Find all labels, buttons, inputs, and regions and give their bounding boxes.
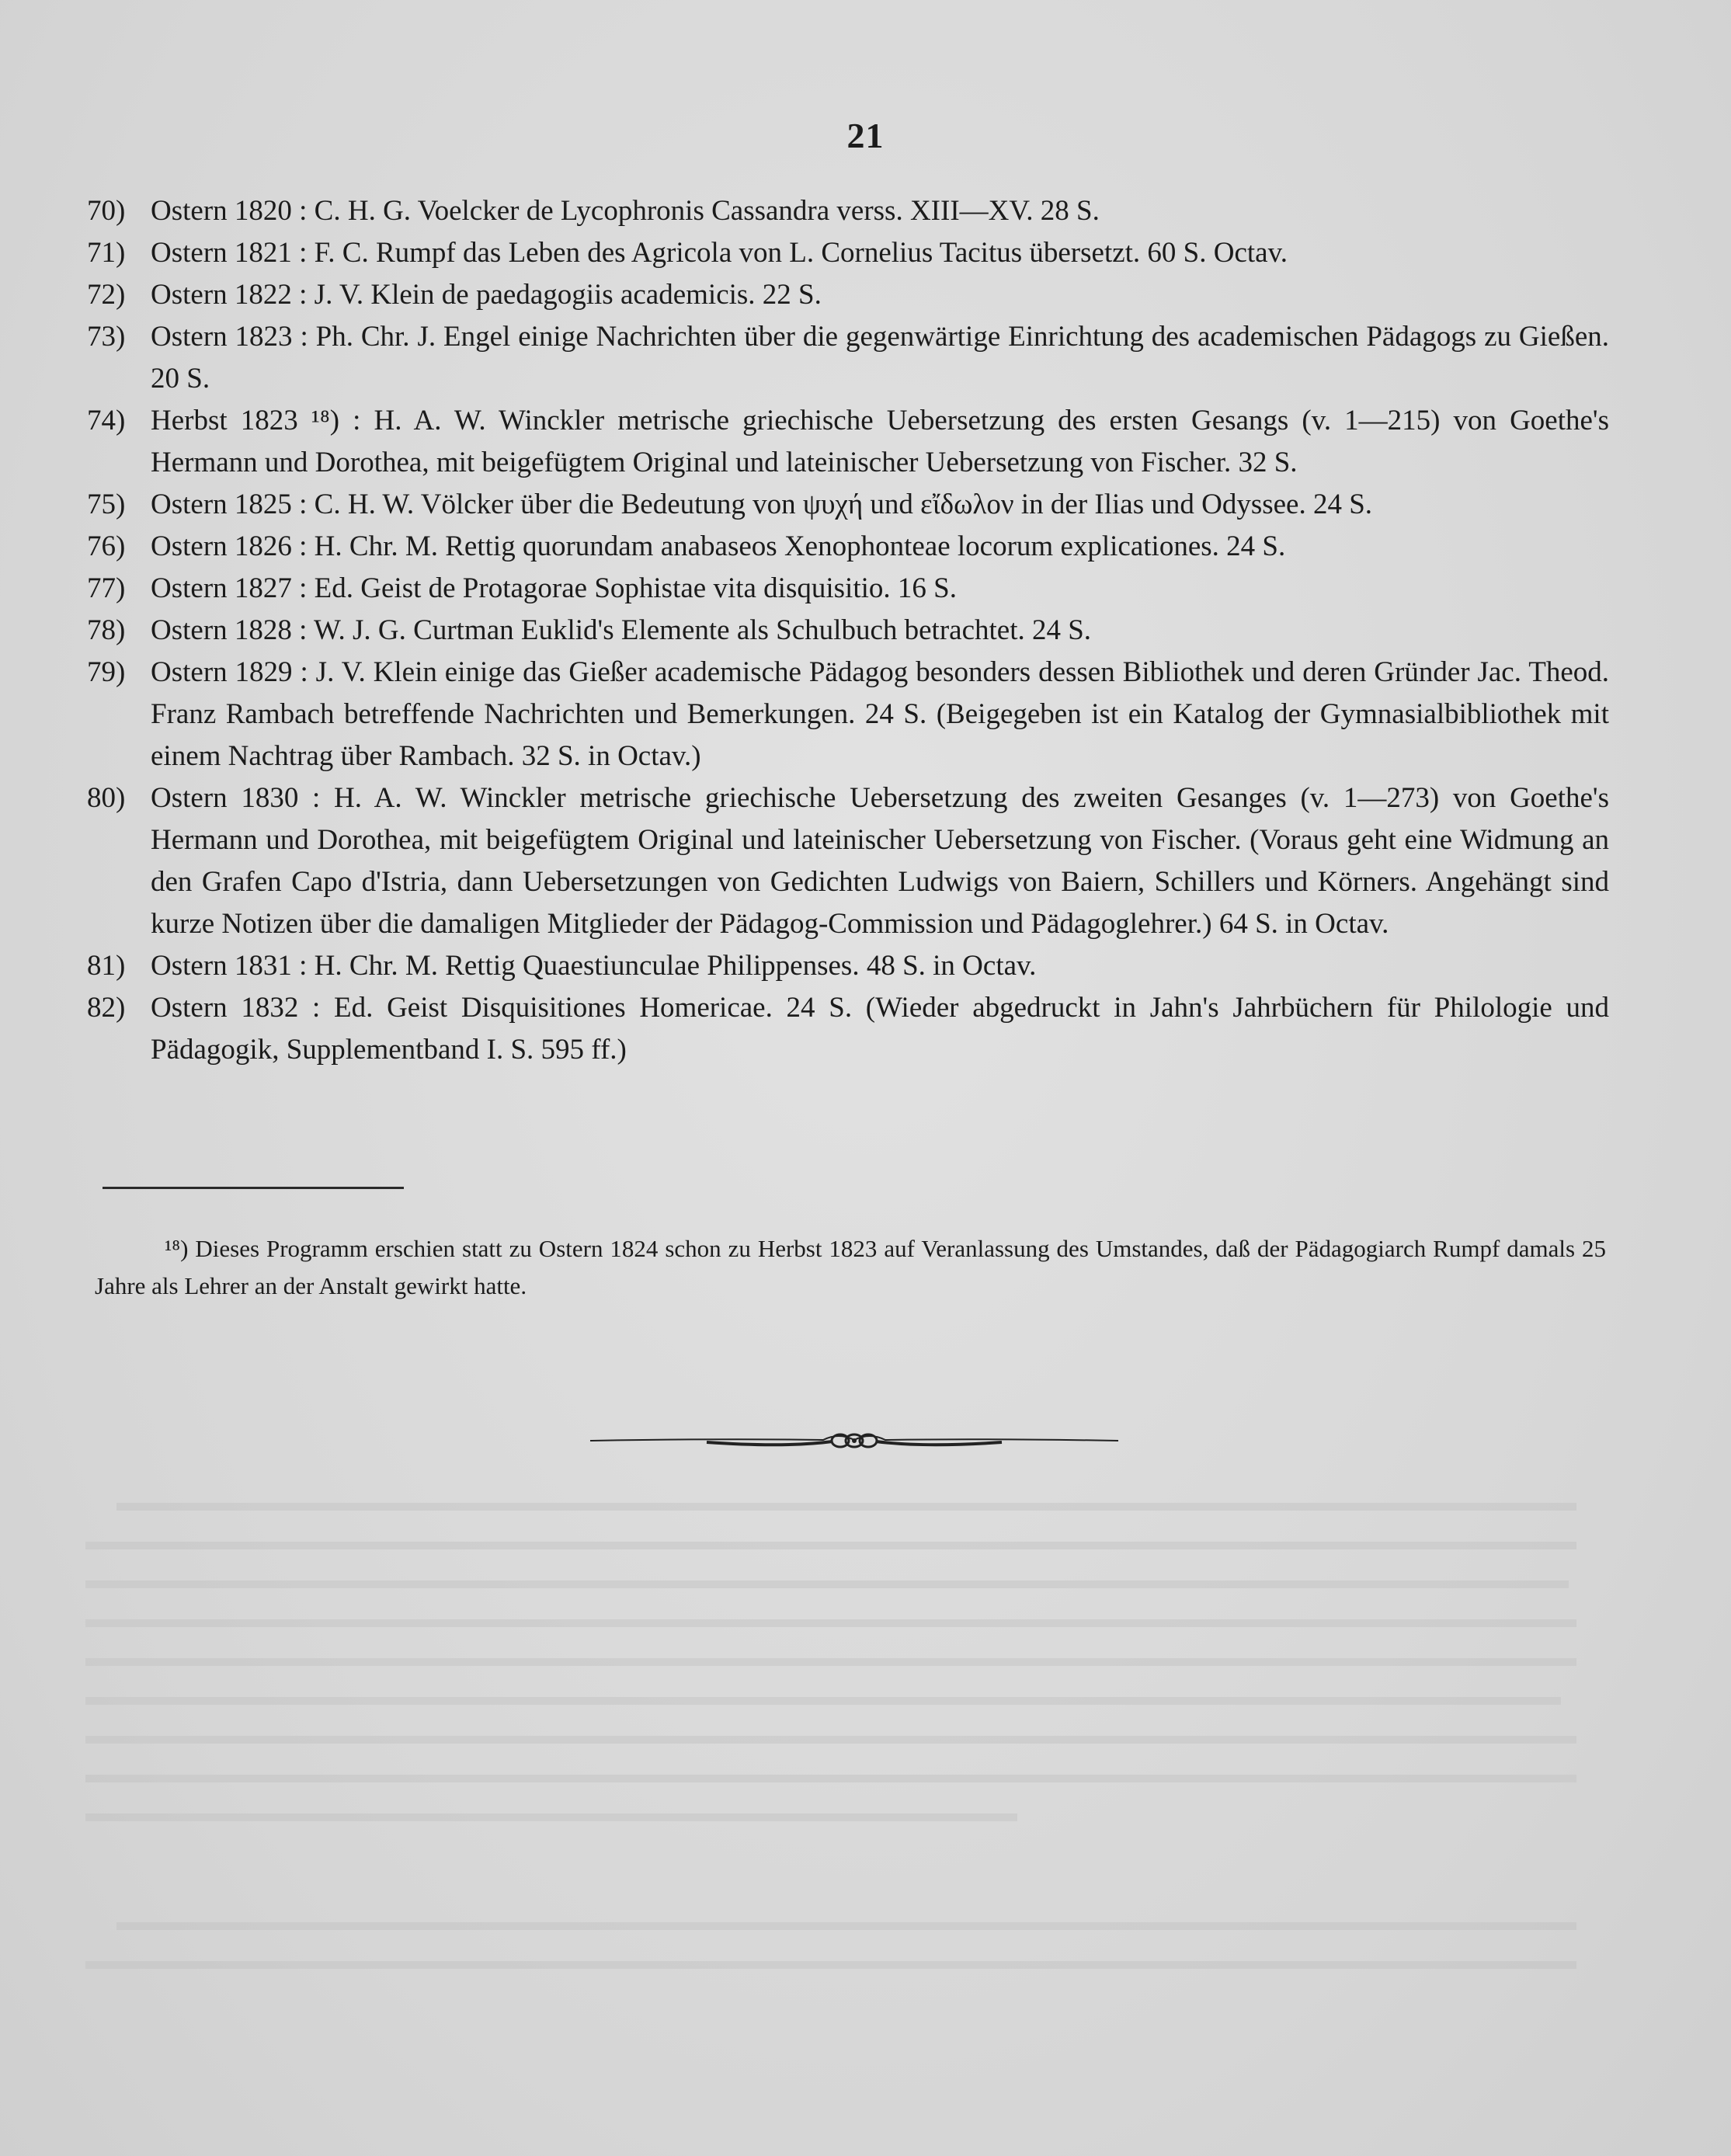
entry-text: Ostern 1826 : H. Chr. M. Rettig quorundam anabaseos Xenophonteae locorum explicationes. 24 S. <box>151 530 1286 562</box>
list-item <box>87 945 1609 987</box>
entry-number: 73) <box>87 321 126 353</box>
list-item <box>87 568 1609 610</box>
entry-text: Ostern 1822 : J. V. Klein de paedagogiis academicis. 22 S. <box>151 279 822 311</box>
bleed-through-lines <box>85 1491 1608 1973</box>
list-item <box>87 232 1609 274</box>
list-item <box>87 274 1609 316</box>
entry-number: 75) <box>87 489 126 520</box>
program-list <box>87 190 1609 1071</box>
entry-number: 76) <box>87 530 126 562</box>
entry-text: Ostern 1828 : W. J. G. Curtman Euklid's Elemente als Schulbuch betrachtet. 24 S. <box>151 614 1092 646</box>
entry-text: Ostern 1825 : C. H. W. Völcker über die Bedeutung von ψυχή und εἴδωλον in der Ilias und Odyssee. 24 S. <box>151 489 1373 520</box>
entry-number: 78) <box>87 614 126 646</box>
list-item <box>87 526 1609 568</box>
list-item <box>87 652 1609 777</box>
ornamental-divider-icon <box>590 1421 1118 1460</box>
list-item <box>87 190 1609 232</box>
entry-number: 71) <box>87 237 126 269</box>
list-item <box>87 400 1609 484</box>
footnote: ¹⁸) Dieses Programm erschien statt zu Ostern 1824 schon zu Herbst 1823 auf Veranlassung des Umstandes, daß der Pädagogiarch Rumpf damals 25 Jahre als Lehrer an der Anstalt gewirkt hatte. <box>95 1235 1606 1299</box>
entry-number: 74) <box>87 405 126 436</box>
list-item <box>87 610 1609 652</box>
entry-number: 77) <box>87 572 126 604</box>
entry-text: Ostern 1831 : H. Chr. M. Rettig Quaestiunculae Philippenses. 48 S. in Octav. <box>151 950 1037 982</box>
entry-text: Ostern 1820 : C. H. G. Voelcker de Lycophronis Cassandra verss. XIII—XV. 28 S. <box>151 195 1100 227</box>
entry-text: Ostern 1823 : Ph. Chr. J. Engel einige Nachrichten über die gegenwärtige Einrichtung des academischen Pädagogs zu Gießen. 20 S. <box>151 321 1609 395</box>
entry-number: 70) <box>87 195 126 227</box>
list-item <box>87 777 1609 945</box>
page-number: 21 <box>846 116 885 155</box>
entry-number: 79) <box>87 656 126 688</box>
entry-text: Ostern 1827 : Ed. Geist de Protagorae Sophistae vita disquisitio. 16 S. <box>151 572 957 604</box>
entry-number: 72) <box>87 279 126 311</box>
entry-text: Herbst 1823 ¹⁸) : H. A. W. Winckler metrische griechische Uebersetzung des ersten Gesangs (v. 1—215) von Goethe's Hermann und Dorothea, mit beigefügtem Original und lateinischer Uebersetzung von Fischer. 32 S. <box>151 405 1609 478</box>
entry-text: Ostern 1829 : J. V. Klein einige das Gießer academische Pädagog besonders dessen Bibliothek und deren Gründer Jac. Theod. Franz Rambach betreffende Nachrichten und Bemerkungen. 24 S. (Beigegeben ist ein Katalog der Gymnasialbibliothek mit einem Nachtrag über Rambach. 32 S. in Octav.) <box>151 656 1609 772</box>
entry-text: Ostern 1832 : Ed. Geist Disquisitiones Homericae. 24 S. (Wieder abgedruckt in Jahn's Jahrbüchern für Philologie und Pädagogik, Supplementband I. S. 595 ff.) <box>151 992 1609 1066</box>
entry-number: 80) <box>87 782 126 814</box>
bleed-through-texture <box>85 1491 1608 1973</box>
entry-text: Ostern 1830 : H. A. W. Winckler metrische griechische Uebersetzung des zweiten Gesanges (v. 1—273) von Goethe's Hermann und Dorothea, mit beigefügtem Original und lateinischer Uebersetzung von Fischer. (Voraus geht eine Widmung an den Grafen Capo d'Istria, dann Uebersetzungen von Gedichten Ludwigs von Baiern, Schillers und Körners. Angehängt sind kurze Notizen über die damaligen Mitglieder der Pädagog-Commission und Pädagoglehrer.) 64 S. in Octav. <box>151 782 1609 940</box>
entry-text: Ostern 1821 : F. C. Rumpf das Leben des Agricola von L. Cornelius Tacitus übersetzt. 60 S. Octav. <box>151 237 1288 269</box>
entry-number: 81) <box>87 950 126 982</box>
list-item <box>87 316 1609 400</box>
list-item <box>87 484 1609 526</box>
list-item <box>87 987 1609 1071</box>
entry-number: 82) <box>87 992 126 1024</box>
footnote-divider <box>103 1187 404 1189</box>
